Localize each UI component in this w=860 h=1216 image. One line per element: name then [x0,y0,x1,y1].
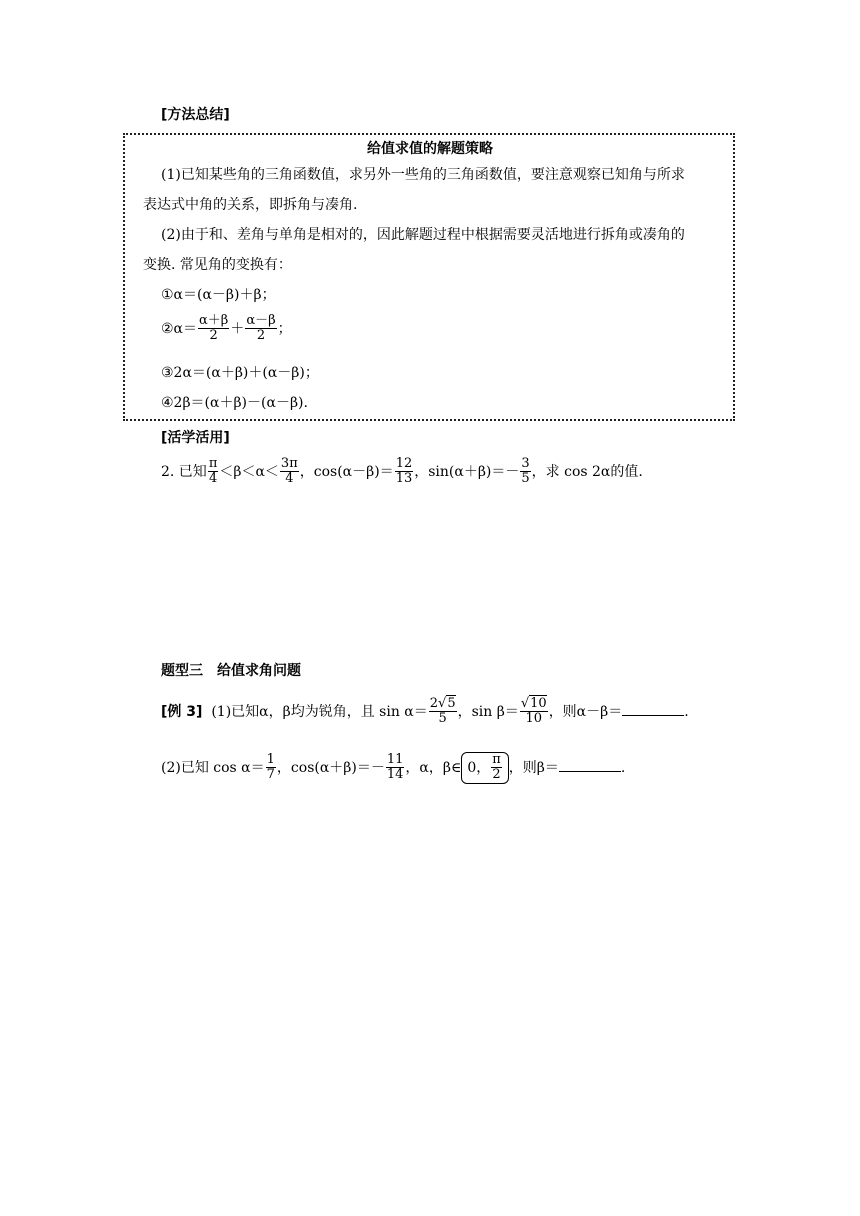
denominator: 4 [208,471,218,487]
paragraph-2b: 变换. 常见角的变换有： [143,257,292,273]
formula-4: ④2β＝(α＋β)－(α－β). [161,395,308,411]
denominator: 5 [438,711,447,727]
numerator: √10 [520,696,547,711]
fraction [198,314,229,344]
fraction [520,457,530,487]
ex1-suffix: ，则α－β＝ [548,703,623,720]
fraction [386,753,405,783]
denominator: 7 [266,767,275,783]
example-3-part-2 [161,752,625,784]
q2-prefix: 2. 已知 [161,463,207,480]
ex2-suffix: ，则β＝ [508,759,559,776]
q2-text: ＜β＜α＜ [219,463,279,480]
numerator: 3 [521,456,530,471]
fraction [245,314,276,344]
paragraph-1a: (1)已知某些角的三角函数值，求另外一些角的三角函数值，要注意观察已知角与所求 [161,167,685,183]
fraction [395,457,414,487]
example-label: [例 3] [161,703,203,720]
interval [461,752,508,784]
ex2-text: ，cos(α＋β)＝－ [276,759,385,776]
radicand: 10 [530,696,547,711]
denominator: 5 [521,471,530,487]
ex2-end: . [620,759,626,776]
ex2-prefix: (2)已知 cos α＝ [161,759,265,776]
question-2 [161,457,643,487]
interval-start: 0， [467,759,491,776]
numerator: 12 [395,456,413,471]
formula-2 [161,314,292,344]
denominator: 2 [492,767,501,783]
numerator: α＋β [199,313,229,328]
numerator: 3π [280,456,298,471]
fraction [429,697,457,727]
fraction [491,753,502,783]
numerator: 2√5 [429,696,456,711]
denominator: 2 [256,328,266,344]
paragraph-1b: 表达式中角的关系，即拆角与凑角. [143,197,358,213]
method-summary-heading: [方法总结] [161,107,230,123]
formula-3: ③2α＝(α＋β)＋(α－β)； [161,365,319,381]
numerator: π [492,752,501,767]
paragraph-2a: (2)由于和、差角与单角是相对的，因此解题过程中根据需要灵活地进行拆角或凑角的 [161,227,685,243]
ex1-prefix: (1)已知α，β均为锐角，且 sin α＝ [211,703,428,720]
formula-2-suffix: ； [277,320,292,337]
denominator: 10 [525,711,543,727]
example-3-part-1 [161,697,689,727]
q2-text: ，cos(α－β)＝ [299,463,394,480]
numerator: π [208,456,218,471]
q2-suffix: ，求 cos 2α的值. [531,463,643,480]
radicand: 5 [447,696,456,711]
denominator: 14 [386,767,404,783]
practice-heading: [活学活用] [161,430,230,446]
fraction [266,753,276,783]
denominator: 2 [209,328,218,344]
fraction [520,697,548,727]
formula-1: ①α＝(α－β)＋β； [161,287,276,303]
formula-2-prefix: ②α＝ [161,320,198,337]
answer-blank[interactable] [622,703,684,716]
fraction [208,457,219,487]
ex2-text: ，α，β∈ [405,759,462,776]
denominator: 4 [285,471,294,487]
q2-text: ，sin(α＋β)＝－ [414,463,520,480]
plus-sign: ＋ [230,320,245,337]
denominator: 13 [395,471,413,487]
numerator: α－β [246,313,276,328]
fraction [280,457,299,487]
coefficient: 2 [429,696,439,711]
ex1-end: . [684,703,689,720]
ex1-text: ，sin β＝ [457,703,519,720]
strategy-title: 给值求值的解题策略 [367,141,493,157]
numerator: 1 [266,752,275,767]
answer-blank[interactable] [559,759,621,772]
section-3-title: 题型三 给值求角问题 [161,663,301,679]
numerator: 11 [386,752,404,767]
